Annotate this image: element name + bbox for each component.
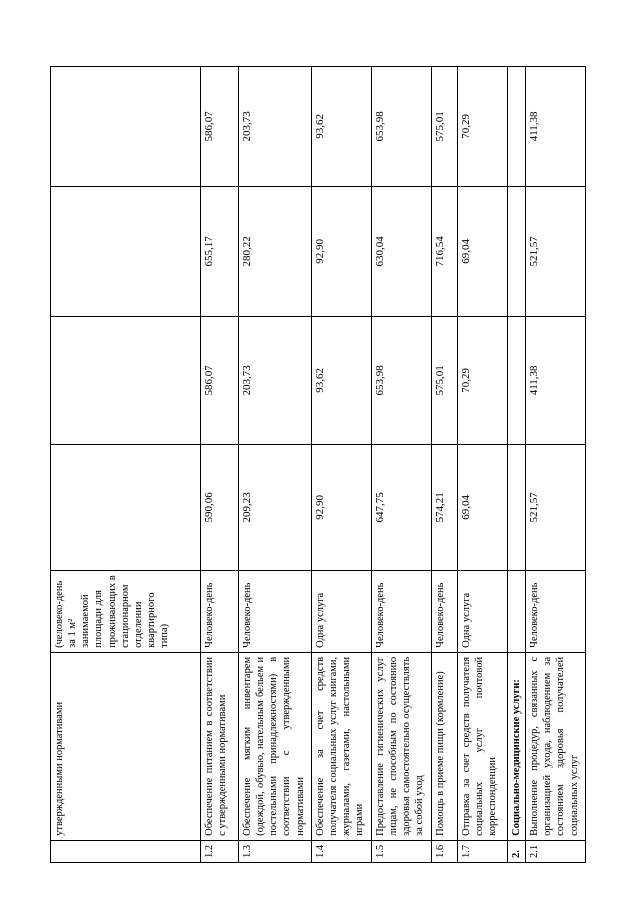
service-description: Выполнение процедур, связанных с организацией ухода, наблюдением за состоянием здоровья получателей социальных услуг: [526, 652, 586, 840]
service-description: Обеспечение питанием в соответствии с утвержденными нормативами: [201, 652, 239, 840]
table-row: [51, 66, 201, 862]
value-cell: 521,57: [526, 186, 586, 316]
tariff-table: [50, 66, 586, 863]
value-cell: 653,98: [372, 316, 432, 444]
service-description: утвержденными нормативами: [51, 652, 201, 840]
table-row: [239, 66, 312, 862]
section-number: 2.: [508, 840, 526, 862]
service-description: Предоставление гигиенических услуг лицам, не способным по состоянию здоровья самостоятельно осуществлять за собой уход: [372, 652, 432, 840]
value-cell: 280,22: [239, 186, 312, 316]
row-number: 1.3: [239, 840, 312, 862]
row-number: 1.5: [372, 840, 432, 862]
service-description: Помощь в приеме пищи (кормление): [432, 652, 458, 840]
value-cell: 521,57: [526, 444, 586, 570]
section-title: Социально-медицинские услуги:: [508, 652, 526, 840]
service-description: Обеспечение мягким инвентарем (одеждой, обувью, нательным бельем и постельными принадлежностями) в соответствии с утвержденными нормативами: [239, 652, 312, 840]
value-cell: [508, 316, 526, 444]
unit-of-measure: Человеко-день: [526, 570, 586, 652]
row-number: [51, 840, 201, 862]
unit-of-measure: [508, 570, 526, 652]
value-cell: 653,98: [372, 66, 432, 186]
value-cell: 655,17: [201, 186, 239, 316]
section-row: [508, 66, 526, 862]
value-cell: [51, 444, 201, 570]
value-cell: 575,01: [432, 66, 458, 186]
row-number: 1.2: [201, 840, 239, 862]
value-cell: 203,73: [239, 66, 312, 186]
value-cell: [51, 66, 201, 186]
row-number: 1.4: [312, 840, 372, 862]
table-row: [372, 66, 432, 862]
unit-of-measure: Одна услуга: [458, 570, 508, 652]
value-cell: 70,29: [458, 66, 508, 186]
value-cell: 630,04: [372, 186, 432, 316]
value-cell: 69,04: [458, 444, 508, 570]
value-cell: [51, 186, 201, 316]
value-cell: 411,38: [526, 316, 586, 444]
value-cell: [508, 66, 526, 186]
row-number: 2.1: [526, 840, 586, 862]
value-cell: 93,62: [312, 316, 372, 444]
value-cell: 590,06: [201, 444, 239, 570]
table-row: [458, 66, 508, 862]
unit-of-measure: Человеко-день: [372, 570, 432, 652]
unit-of-measure: Человеко-день: [432, 570, 458, 652]
unit-of-measure: Человеко-день: [239, 570, 312, 652]
value-cell: 92,90: [312, 444, 372, 570]
value-cell: [508, 186, 526, 316]
value-cell: 716,54: [432, 186, 458, 316]
value-cell: 575,01: [432, 316, 458, 444]
row-number: 1.7: [458, 840, 508, 862]
table-row: [201, 66, 239, 862]
table-row: [432, 66, 458, 862]
service-description: Отправка за счет средств получателя социальных услуг почтовой корреспонденции: [458, 652, 508, 840]
value-cell: [51, 316, 201, 444]
unit-of-measure: (человеко-день за 1 м² занимаемой площади для проживающих в стационарном отделении квартирного типа): [51, 570, 201, 652]
service-description: Обеспечение за счет средств получателя социальных услуг книгами, журналами, газетами, настольными играми: [312, 652, 372, 840]
value-cell: 647,75: [372, 444, 432, 570]
unit-of-measure: Человеко-день: [201, 570, 239, 652]
table-row: [526, 66, 586, 862]
value-cell: 70,29: [458, 316, 508, 444]
value-cell: 574,21: [432, 444, 458, 570]
value-cell: 586,07: [201, 66, 239, 186]
value-cell: 93,62: [312, 66, 372, 186]
value-cell: 69,04: [458, 186, 508, 316]
value-cell: 411,38: [526, 66, 586, 186]
value-cell: 586,07: [201, 316, 239, 444]
value-cell: 203,73: [239, 316, 312, 444]
unit-of-measure: Одна услуга: [312, 570, 372, 652]
row-number: 1.6: [432, 840, 458, 862]
value-cell: [508, 444, 526, 570]
value-cell: 92,90: [312, 186, 372, 316]
table-row: [312, 66, 372, 862]
value-cell: 209,23: [239, 444, 312, 570]
